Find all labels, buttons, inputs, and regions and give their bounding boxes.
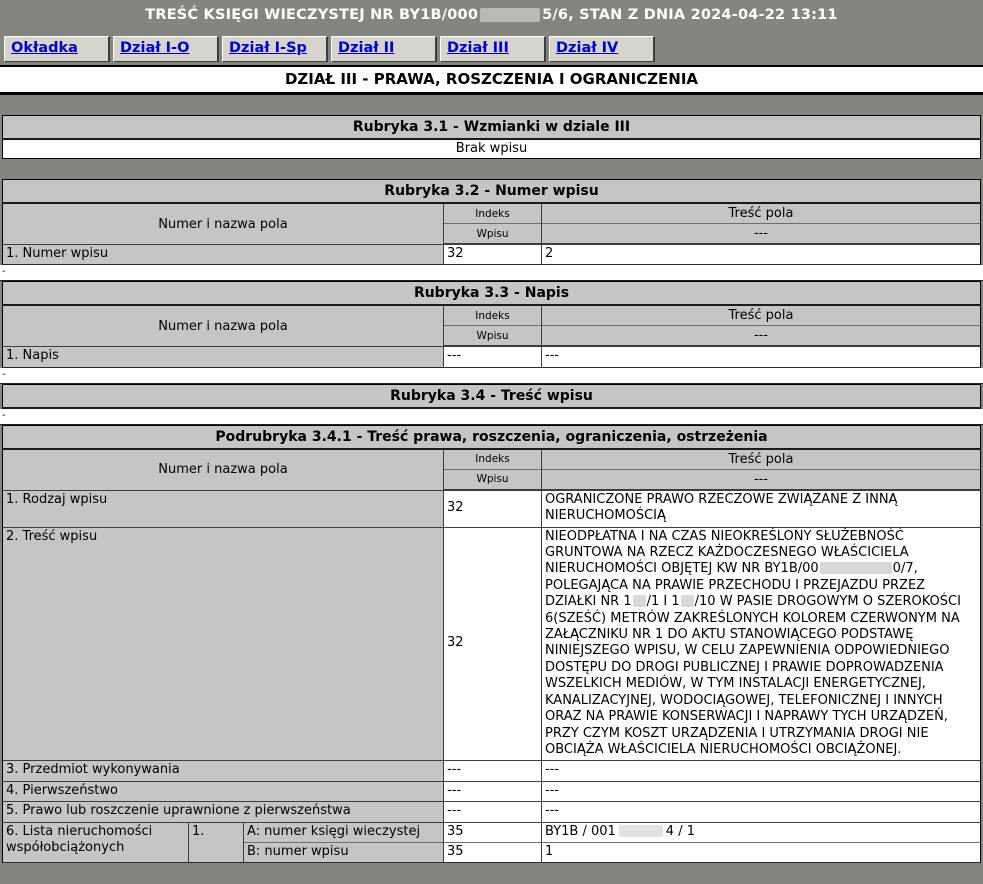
- field-label: 5. Prawo lub roszczenie uprawnione z pierwszeństwa: [3, 802, 444, 821]
- field-label: 1. Rodzaj wpisu: [3, 491, 444, 527]
- podrubryka-3-4-1-table: [2, 450, 981, 864]
- rubryka-3-4-title: Rubryka 3.4 - Treść wpisu: [2, 384, 981, 409]
- value-text: BY1B / 001: [545, 823, 616, 839]
- column-header-indeks: Indeks: [444, 204, 542, 224]
- field-value: ---: [542, 761, 980, 780]
- field-indeks: 32: [444, 528, 542, 761]
- redaction-box: [633, 595, 646, 607]
- table-header: [3, 306, 980, 346]
- value-text: 4 / 1: [665, 823, 695, 839]
- rubryka-3-2-title: Rubryka 3.2 - Numer wpisu: [2, 179, 981, 204]
- column-header-name: Numer i nazwa pola: [3, 450, 444, 490]
- field-label: 1. Numer wpisu: [3, 245, 444, 264]
- field-value: ---: [542, 802, 980, 821]
- value-text: /10 W PASIE DROGOWYM O SZEROKOŚCI 6(SZEŚĆ) METRÓW ZAKREŚLONYCH KOLOREM CZERWONYM NA ZAŁĄCZNIKU NR 1 DO AKTU STANOWIĄCEGO PODSTAWĘ NINIEJSZEGO WPISU, W CELU ZAPEWNIENIA ODPOWIEDNIEGO DOSTĘPU DO DROGI PUBLICZNEJ I PRAWIE DOPROWADZENIA WSZELKICH MEDIÓW, W TYM INSTALACJI ENERGETYCZNEJ, KANALIZACYJNEJ, WODOCIĄGOWEJ, TELEFONICZNEJ I INNYCH ORAZ NA PRAWIE KONSERWACJI I NAPRAWY TYCH URZĄDZEŃ, PRZY CZYM KOSZT URZĄDZENIA I UTRZYMANIA DROGI NIE OBCIĄŻA WŁAŚCICIELA NIERUCHOMOŚCI OBCIĄŻONEJ.: [545, 594, 961, 757]
- field-label: 3. Przedmiot wykonywania: [3, 761, 444, 780]
- field-value: ---: [542, 782, 980, 801]
- section-rubryka-3-3: [2, 281, 981, 367]
- titlebar-text-suffix: 5/6, STAN Z DNIA 2024-04-22 13:11: [542, 7, 838, 23]
- redaction-box: [619, 825, 663, 837]
- rubryka-3-1-title: Rubryka 3.1 - Wzmianki w dziale III: [2, 115, 981, 140]
- spacer: [0, 95, 983, 115]
- table-row: [3, 346, 980, 366]
- redaction-box: [820, 562, 892, 574]
- field-value: 2: [542, 245, 980, 264]
- field-label: 6. Lista nieruchomości współobciążonych: [3, 823, 189, 863]
- field-ordinal: 1.: [189, 823, 244, 863]
- rubryka-3-2-table: [2, 204, 981, 265]
- titlebar-text-prefix: TREŚĆ KSIĘGI WIECZYSTEJ NR BY1B/000: [145, 7, 479, 23]
- subfield-a-label: A: numer księgi wieczystej: [244, 823, 444, 842]
- rubryka-3-3-table: [2, 306, 981, 367]
- column-header-tresc: Treść pola: [542, 204, 980, 224]
- column-header-tresc: Treść pola: [542, 306, 980, 326]
- column-header-indeks: Indeks: [444, 450, 542, 470]
- page-title: DZIAŁ III - PRAWA, ROSZCZENIA I OGRANICZENIA: [0, 65, 983, 95]
- column-header-tresc: Treść pola: [542, 450, 980, 470]
- column-header-name: Numer i nazwa pola: [3, 306, 444, 346]
- redaction-box: [480, 8, 540, 22]
- subfield-b-indeks: 35: [444, 842, 542, 862]
- table-row-tresc-wpisu: [3, 527, 980, 761]
- field-value: OGRANICZONE PRAWO RZECZOWE ZWIĄZANE Z INNĄ NIERUCHOMOŚCIĄ: [542, 491, 980, 527]
- table-row-lista-nieruchomosci: [3, 822, 980, 863]
- value-text: NIEODPŁATNA I NA CZAS NIEOKREŚLONY SŁUŻEBNOŚĆ GRUNTOWA NA RZECZ KAŻDOCZESNEGO WŁAŚCICIELA NIERUCHOMOŚCI OBJĘTEJ KW NR BY1B/00: [545, 528, 909, 577]
- redaction-box: [681, 595, 694, 607]
- section-podrubryka-3-4-1: [2, 425, 981, 864]
- table-header: [3, 204, 980, 244]
- tab-dzial-iv[interactable]: Dział IV: [549, 36, 655, 62]
- subfield-b-label: B: numer wpisu: [244, 842, 444, 862]
- field-indeks: 32: [444, 245, 542, 264]
- field-value: [542, 528, 980, 761]
- field-indeks: 32: [444, 491, 542, 527]
- column-header-wpisu: Wpisu: [444, 326, 542, 346]
- table-row-pierwszenstwo: [3, 781, 980, 801]
- column-header-name: Numer i nazwa pola: [3, 204, 444, 244]
- spacer: [0, 159, 983, 179]
- value-text: /1 I 1: [646, 594, 680, 610]
- separator-row: -: [0, 368, 983, 384]
- podrubryka-3-4-1-title: Podrubryka 3.4.1 - Treść prawa, roszczenia, ograniczenia, ostrzeżenia: [2, 425, 981, 450]
- column-header-tresc-sub: ---: [542, 470, 980, 490]
- section-tab-bar: [0, 30, 983, 64]
- table-row-rodzaj-wpisu: [3, 490, 980, 527]
- field-label: 2. Treść wpisu: [3, 528, 444, 761]
- table-row: [3, 244, 980, 264]
- field-label: 4. Pierwszeństwo: [3, 782, 444, 801]
- subfield-a-value: [542, 823, 980, 842]
- column-header-indeks: Indeks: [444, 306, 542, 326]
- document-titlebar: [0, 0, 983, 30]
- tab-dzial-i-o[interactable]: Dział I-O: [113, 36, 219, 62]
- column-header-tresc-sub: ---: [542, 224, 980, 244]
- field-indeks: ---: [444, 802, 542, 821]
- tab-dzial-i-sp[interactable]: Dział I-Sp: [222, 36, 328, 62]
- column-header-wpisu: Wpisu: [444, 224, 542, 244]
- separator-row: -: [0, 409, 983, 425]
- field-value: ---: [542, 347, 980, 366]
- separator-row: -: [0, 265, 983, 281]
- tab-dzial-iii[interactable]: Dział III: [440, 36, 546, 62]
- field-indeks: ---: [444, 761, 542, 780]
- section-rubryka-3-4: [2, 384, 981, 409]
- table-header: [3, 450, 980, 490]
- field-indeks: ---: [444, 782, 542, 801]
- rubryka-3-3-title: Rubryka 3.3 - Napis: [2, 281, 981, 306]
- tab-okladka[interactable]: Okładka: [4, 36, 110, 62]
- tab-dzial-ii[interactable]: Dział II: [331, 36, 437, 62]
- table-row-prawo-roszczenie: [3, 801, 980, 821]
- column-header-wpisu: Wpisu: [444, 470, 542, 490]
- table-row-przedmiot: [3, 760, 980, 780]
- section-rubryka-3-1: [2, 115, 981, 159]
- column-header-tresc-sub: ---: [542, 326, 980, 346]
- rubryka-3-1-empty: Brak wpisu: [2, 140, 981, 159]
- value-text: 0/7, POLEGAJĄCA NA PRAWIE PRZECHODU I PRZEJAZDU PRZEZ DZIAŁKI NR 1: [545, 561, 926, 610]
- subfield-a-indeks: 35: [444, 823, 542, 842]
- field-label: 1. Napis: [3, 347, 444, 366]
- field-indeks: ---: [444, 347, 542, 366]
- subfield-b-value: 1: [542, 842, 980, 862]
- section-rubryka-3-2: [2, 179, 981, 265]
